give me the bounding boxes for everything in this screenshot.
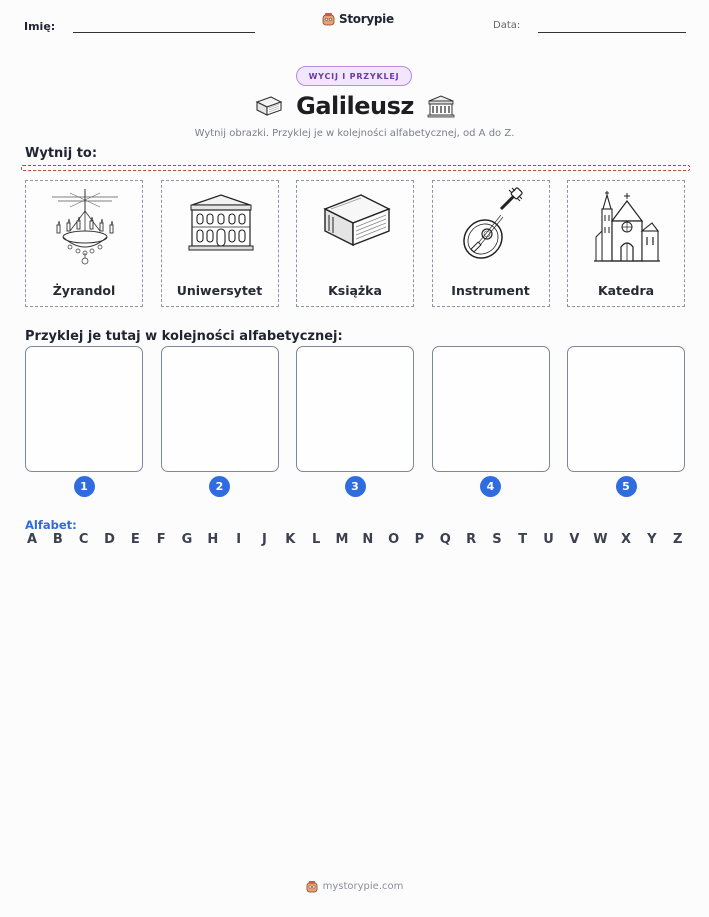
alphabet-letter: X bbox=[621, 532, 632, 547]
university-icon bbox=[186, 187, 256, 259]
order-number: 1 bbox=[74, 476, 95, 497]
alphabet-row bbox=[25, 532, 685, 547]
cutout-card-label: Katedra bbox=[597, 283, 655, 298]
order-number: 5 bbox=[616, 476, 637, 497]
cathedral-icon bbox=[592, 187, 662, 267]
alphabet-letter: T bbox=[518, 532, 528, 547]
brand-logo bbox=[322, 12, 394, 26]
cutout-card-cathedral[interactable] bbox=[567, 180, 685, 307]
alphabet-letter: R bbox=[466, 532, 477, 547]
alphabet-letter: I bbox=[236, 532, 242, 547]
alphabet-letter: H bbox=[207, 532, 219, 547]
paste-boxes bbox=[25, 346, 685, 472]
alphabet-letter: C bbox=[78, 532, 89, 547]
cutout-card-label: Żyrandol bbox=[52, 283, 116, 298]
order-number: 2 bbox=[209, 476, 230, 497]
alphabet-letter: O bbox=[388, 532, 400, 547]
alphabet-letter: D bbox=[104, 532, 115, 547]
cutout-cards bbox=[25, 180, 685, 307]
date-field[interactable] bbox=[538, 32, 686, 33]
alphabet-letter: B bbox=[52, 532, 63, 547]
paste-heading: Przyklej je tutaj w kolejności alfabetycznej: bbox=[25, 329, 343, 344]
paste-box-4[interactable] bbox=[432, 346, 550, 472]
university-icon bbox=[426, 93, 456, 119]
paste-box-3[interactable] bbox=[296, 346, 414, 472]
instructions: Wytnij obrazki. Przyklej je w kolejności alfabetycznej, od A do Z. bbox=[194, 128, 515, 139]
cutout-card-label: Instrument bbox=[451, 283, 530, 298]
alphabet-letter: G bbox=[181, 532, 193, 547]
cutout-card-book[interactable] bbox=[296, 180, 414, 307]
cutout-card-label: Uniwersytet bbox=[176, 283, 263, 298]
footer-link[interactable]: mystorypie.com bbox=[322, 881, 404, 892]
paste-box-2[interactable] bbox=[161, 346, 279, 472]
alphabet-letter: Y bbox=[647, 532, 657, 547]
page-title-row bbox=[240, 90, 470, 122]
cut-line bbox=[21, 165, 690, 171]
alphabet-letter: N bbox=[362, 532, 374, 547]
paste-box-5[interactable] bbox=[567, 346, 685, 472]
alphabet-letter: P bbox=[414, 532, 425, 547]
cutout-card-instrument[interactable] bbox=[432, 180, 550, 307]
cutout-card-label: Książka bbox=[328, 283, 382, 298]
cutout-card-university[interactable] bbox=[161, 180, 279, 307]
alphabet-letter: W bbox=[593, 532, 608, 547]
paste-box-1[interactable] bbox=[25, 346, 143, 472]
alphabet-letter: K bbox=[285, 532, 296, 547]
alphabet-label: Alfabet: bbox=[25, 518, 77, 532]
footer bbox=[0, 880, 709, 893]
alphabet-letter: V bbox=[569, 532, 580, 547]
alphabet-letter: Z bbox=[672, 532, 683, 547]
page-title: Galileusz bbox=[296, 92, 414, 120]
cut-heading: Wytnij to: bbox=[25, 146, 98, 161]
alphabet-letter: M bbox=[335, 532, 349, 547]
name-label: Imię: bbox=[24, 20, 56, 33]
order-number: 4 bbox=[480, 476, 501, 497]
book-icon bbox=[254, 93, 284, 119]
brand-name: Storypie bbox=[339, 12, 394, 26]
order-numbers bbox=[25, 476, 685, 497]
chandelier-icon bbox=[50, 187, 120, 269]
name-field[interactable] bbox=[73, 32, 255, 33]
lute-icon bbox=[457, 187, 527, 263]
cutout-card-chandelier[interactable] bbox=[25, 180, 143, 307]
activity-badge: WYCIJ I PRZYKLEJ bbox=[296, 66, 412, 86]
alphabet-letter: S bbox=[492, 532, 502, 547]
storypie-mascot-icon bbox=[322, 12, 335, 26]
date-label: Data: bbox=[493, 20, 521, 31]
alphabet-letter: A bbox=[26, 532, 38, 547]
alphabet-letter: E bbox=[130, 532, 140, 547]
alphabet-letter: F bbox=[156, 532, 166, 547]
order-number: 3 bbox=[345, 476, 366, 497]
storypie-mascot-icon bbox=[306, 880, 318, 893]
alphabet-letter: Q bbox=[439, 532, 451, 547]
alphabet-letter: L bbox=[311, 532, 321, 547]
alphabet-letter: U bbox=[543, 532, 554, 547]
alphabet-letter: J bbox=[262, 532, 267, 547]
book-icon bbox=[321, 187, 393, 259]
